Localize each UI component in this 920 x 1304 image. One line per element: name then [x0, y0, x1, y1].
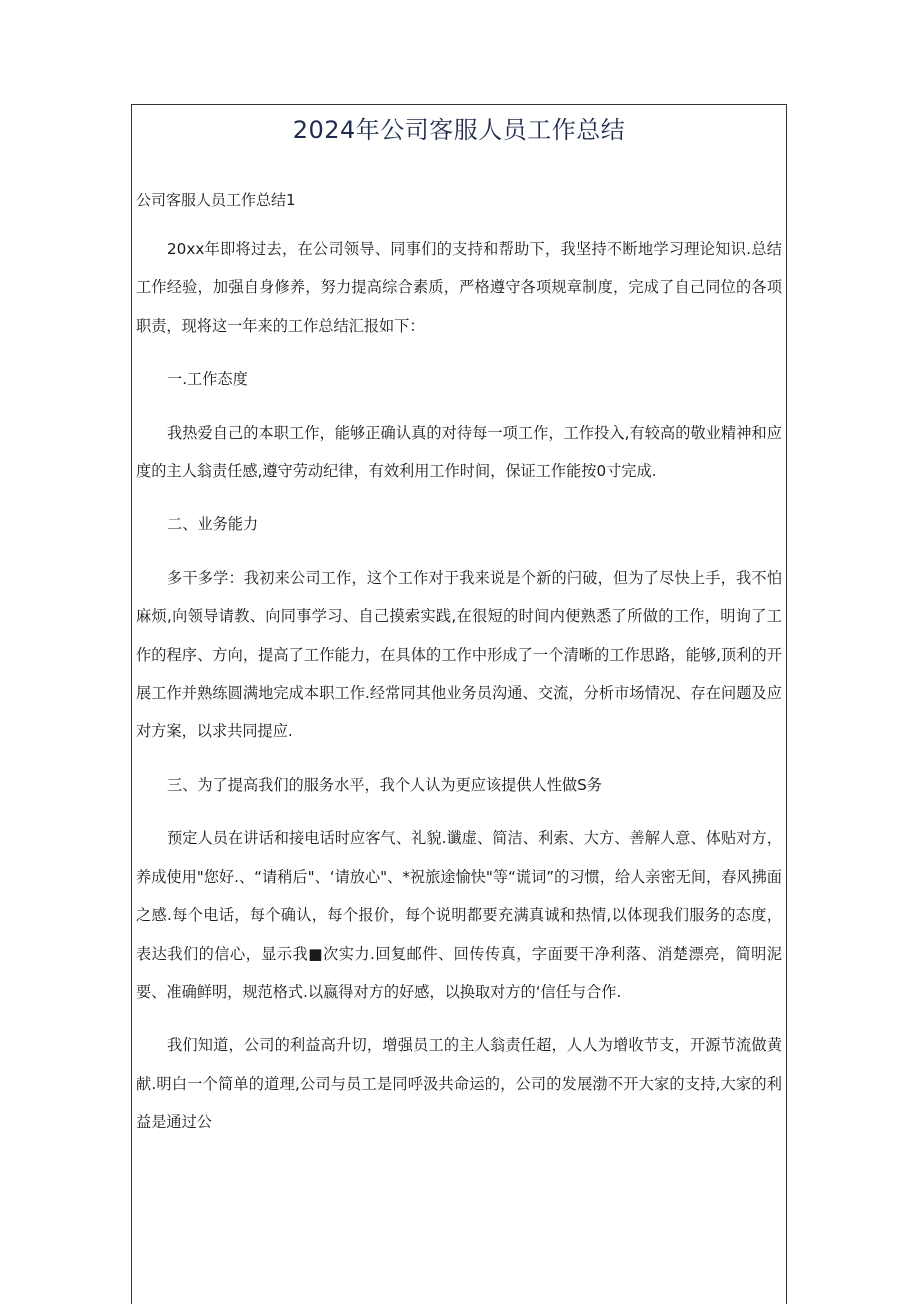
heading-work-attitude: 一.工作态度	[167, 370, 248, 389]
document-body	[136, 230, 782, 1142]
paragraph-business-ability: 多干多学：我初来公司工作，这个工作对于我来说是个新的闩破，但为了尽快上手，我不怕麻烦,向领导请教、向同事学习、自己摸索实践,在很短的时间内便熟悉了所做的工作，明询了工作的程序、方向，提高了工作能力，在具体的工作中形成了一个清晰的工作思路，能够,顶利的开展工作并熟练圆满地完成本职工作.经常同其他业务员沟通、交流，分析市场情况、存在问题及应对方案，以求共同提应.	[136, 568, 782, 741]
document-title: 2024年公司客服人员工作总结	[292, 116, 626, 144]
heading-business-ability: 二、业务能力	[167, 515, 259, 534]
paragraph-work-attitude: 我热爱自己的本职工作，能够正确认真的对待每一项工作，工作投入,有较高的敬业精神和应度的主人翁责任感,遵守劳动纪律，有效利用工作时间，保证工作能按0寸完成.	[136, 423, 782, 481]
section-subtitle: 公司客服人员工作总结1	[136, 191, 296, 209]
paragraph-service-etiquette: 预定人员在讲话和接电话时应客气、礼貌.谶虚、简洁、利索、大方、善解人意、体贴对方，养成使用"您好.、“请稍后"、‘请放心"、*祝旅途愉快"等“谎词”的习惯，给人亲密无间，春风拂面之感.每个电话，每个确认，每个报价，每个说明都要充满真诚和热情,以体现我们服务的态度，表达我们的信心，显示我■次实力.回复邮件、回传传真，字面要干净利落、消楚漂亮，简明泥要、准确鲜明，规范格式.以嬴得对方的好感，以换取对方的‘信任与合作.	[136, 829, 782, 1001]
paragraph-company-interest: 我们知道，公司的利益高升切，增强员工的主人翁责任超，人人为增收节支，开源节流做黄献.明白一个简单的道理,公司与员工是同呼汲共命运的，公司的发展渤不开大家的支持,大家的利益是通过公	[136, 1036, 782, 1132]
paragraph-intro: 20xx年即将过去，在公司领导、同事们的支持和帮助下，我坚持不断地学习理论知识.总结工作经验，加强自身修养，努力提高综合素质，严格遵守各项规章制度，完成了自己同位的各项职责，现将这一年来的工作总结汇报如下：	[136, 240, 782, 335]
heading-service-level: 三、为了提高我们的服务水平，我个人认为更应该提供人性做S务	[167, 775, 602, 794]
